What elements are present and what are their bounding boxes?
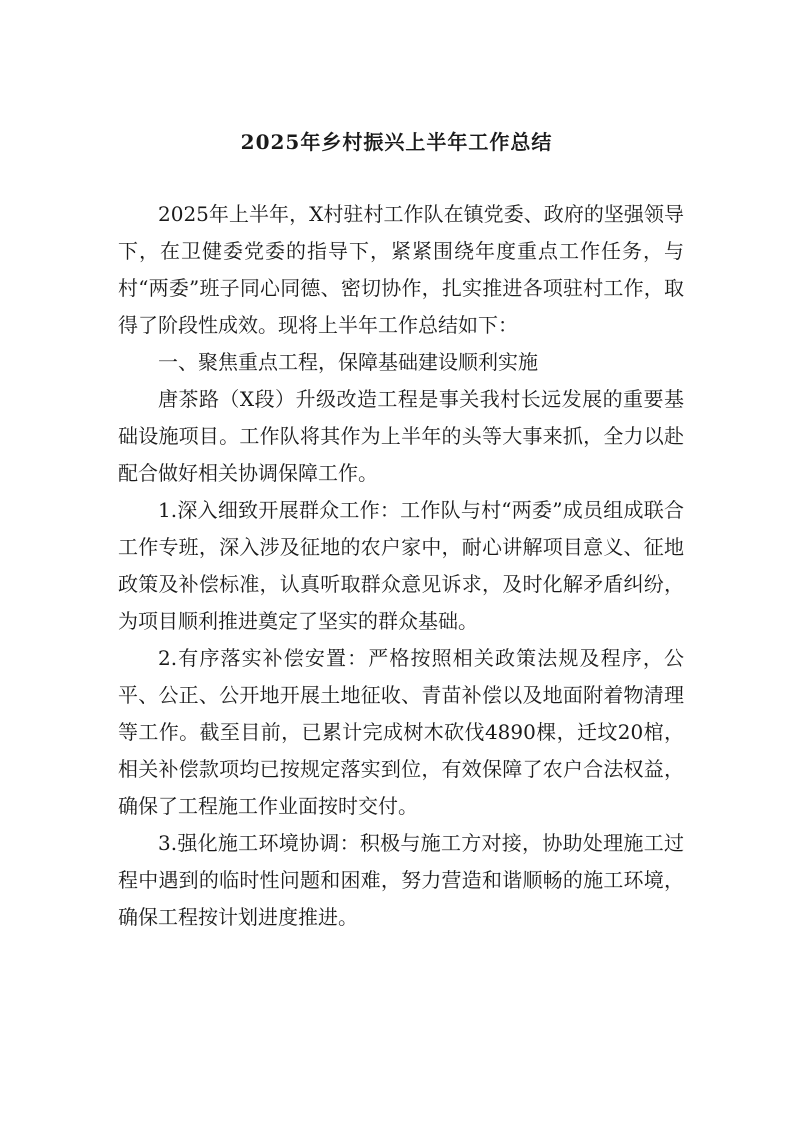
list-item-1: 1.深入细致开展群众工作：工作队与村“两委”成员组成联合工作专班，深入涉及征地的农户家中，耐心讲解项目意义、征地政策及补偿标准，认真听取群众意见诉求，及时化解矛盾纠纷，为项目顺利推进奠定了坚实的群众基础。 [118, 498, 684, 633]
body-paragraph: 唐茶路（X段）升级改造工程是事关我村长远发展的重要基础设施项目。工作队将其作为上半年的头等大事来抓，全力以赴配合做好相关协调保障工作。 [118, 387, 684, 485]
intro-paragraph: 2025年上半年，X村驻村工作队在镇党委、政府的坚强领导下，在卫健委党委的指导下，紧紧围绕年度重点工作任务，与村“两委”班子同心同德、密切协作，扎实推进各项驻村工作，取得了阶段性成效。现将上半年工作总结如下： [118, 202, 684, 337]
list-item-2: 2.有序落实补偿安置：严格按照相关政策法规及程序，公平、公正、公开地开展土地征收、青苗补偿以及地面附着物清理等工作。截至目前，已累计完成树木砍伐4890棵，迁坟20棺，相关补偿款项均已按规定落实到位，有效保障了农户合法权益，确保了工程施工作业面按时交付。 [118, 646, 684, 818]
section-heading: 一、聚焦重点工程，保障基础建设顺利实施 [158, 350, 538, 374]
document-title: 2025年乡村振兴上半年工作总结 [240, 130, 553, 154]
document-body [118, 196, 684, 936]
list-item-3: 3.强化施工环境协调：积极与施工方对接，协助处理施工过程中遇到的临时性问题和困难，努力营造和谐顺畅的施工环境，确保工程按计划进度推进。 [118, 831, 684, 929]
